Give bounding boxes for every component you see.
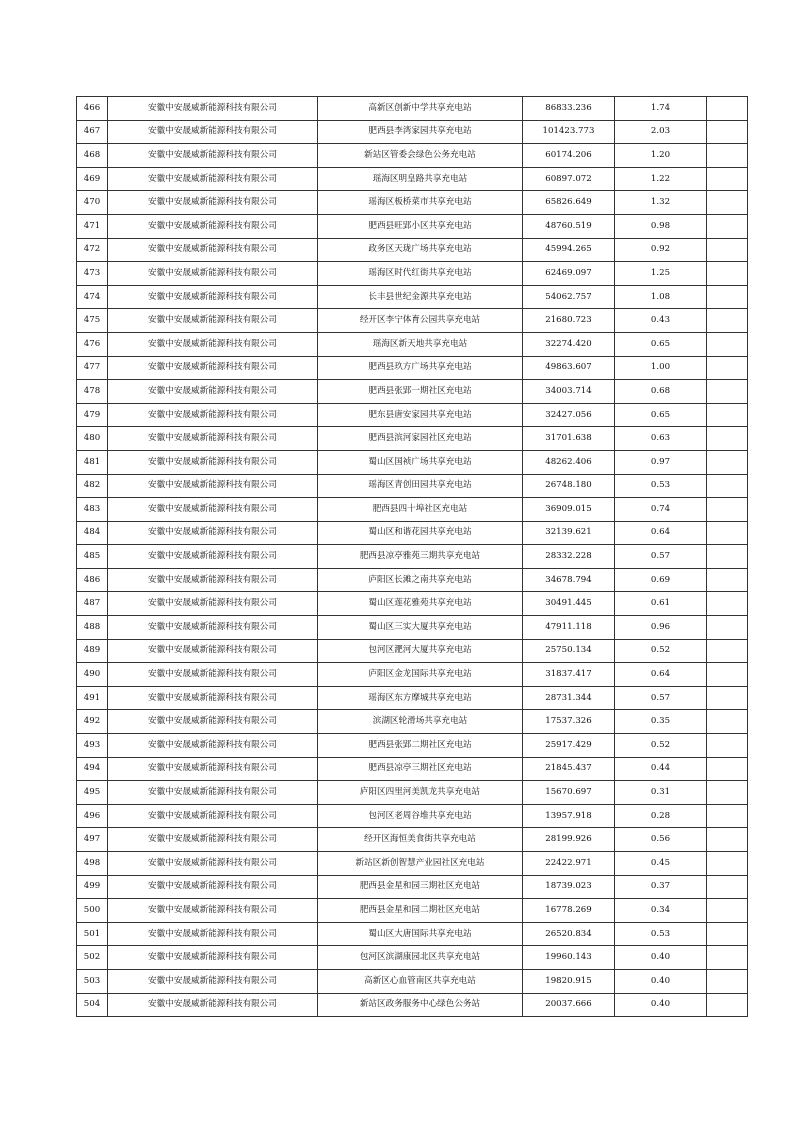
row-number-cell: 498: [77, 852, 108, 876]
ratio-cell: 0.69: [615, 568, 707, 592]
table-row: [77, 285, 748, 309]
company-name-cell: 安徽中安晟威新能源科技有限公司: [108, 875, 318, 899]
empty-cell: [707, 238, 748, 262]
row-number-cell: 468: [77, 144, 108, 168]
company-name-cell: 安徽中安晟威新能源科技有限公司: [108, 120, 318, 144]
table-row: [77, 592, 748, 616]
empty-cell: [707, 545, 748, 569]
company-name-cell: 安徽中安晟威新能源科技有限公司: [108, 568, 318, 592]
station-name-cell: 肥西县金星和园二期社区充电站: [318, 899, 523, 923]
empty-cell: [707, 262, 748, 286]
charging-amount-cell: 34003.714: [523, 380, 615, 404]
empty-cell: [707, 804, 748, 828]
table-row: [77, 804, 748, 828]
row-number-cell: 500: [77, 899, 108, 923]
station-name-cell: 长丰县世纪金源共享充电站: [318, 285, 523, 309]
row-number-cell: 471: [77, 214, 108, 238]
table-row: [77, 403, 748, 427]
ratio-cell: 1.08: [615, 285, 707, 309]
station-name-cell: 肥西县张郢一期社区充电站: [318, 380, 523, 404]
company-name-cell: 安徽中安晟威新能源科技有限公司: [108, 852, 318, 876]
ratio-cell: 0.35: [615, 710, 707, 734]
empty-cell: [707, 616, 748, 640]
station-name-cell: 庐阳区金龙国际共享充电站: [318, 663, 523, 687]
company-name-cell: 安徽中安晟威新能源科技有限公司: [108, 474, 318, 498]
empty-cell: [707, 568, 748, 592]
empty-cell: [707, 474, 748, 498]
ratio-cell: 0.56: [615, 828, 707, 852]
station-name-cell: 瑶海区青创田园共享充电站: [318, 474, 523, 498]
empty-cell: [707, 757, 748, 781]
charging-amount-cell: 25750.134: [523, 639, 615, 663]
empty-cell: [707, 946, 748, 970]
table-row: [77, 191, 748, 215]
table-row: [77, 781, 748, 805]
row-number-cell: 477: [77, 356, 108, 380]
empty-cell: [707, 380, 748, 404]
charging-amount-cell: 32427.056: [523, 403, 615, 427]
row-number-cell: 490: [77, 663, 108, 687]
ratio-cell: 0.57: [615, 545, 707, 569]
empty-cell: [707, 521, 748, 545]
station-name-cell: 肥东县唐安家园共享充电站: [318, 403, 523, 427]
ratio-cell: 0.37: [615, 875, 707, 899]
company-name-cell: 安徽中安晟威新能源科技有限公司: [108, 144, 318, 168]
station-name-cell: 包河区淝河大厦共享充电站: [318, 639, 523, 663]
empty-cell: [707, 191, 748, 215]
table-row: [77, 757, 748, 781]
table-row: [77, 969, 748, 993]
charging-amount-cell: 19820.915: [523, 969, 615, 993]
charging-amount-cell: 34678.794: [523, 568, 615, 592]
ratio-cell: 0.34: [615, 899, 707, 923]
charging-amount-cell: 19960.143: [523, 946, 615, 970]
station-name-cell: 蜀山区莲花雅苑共享充电站: [318, 592, 523, 616]
company-name-cell: 安徽中安晟威新能源科技有限公司: [108, 781, 318, 805]
ratio-cell: 1.25: [615, 262, 707, 286]
charging-amount-cell: 62469.097: [523, 262, 615, 286]
company-name-cell: 安徽中安晟威新能源科技有限公司: [108, 285, 318, 309]
table-row: [77, 852, 748, 876]
ratio-cell: 0.52: [615, 639, 707, 663]
row-number-cell: 492: [77, 710, 108, 734]
row-number-cell: 494: [77, 757, 108, 781]
row-number-cell: 491: [77, 686, 108, 710]
charging-amount-cell: 48262.406: [523, 450, 615, 474]
ratio-cell: 0.61: [615, 592, 707, 616]
station-name-cell: 瑶海区新天地共享充电站: [318, 332, 523, 356]
station-name-cell: 肥西县滨河家园社区充电站: [318, 427, 523, 451]
ratio-cell: 0.97: [615, 450, 707, 474]
company-name-cell: 安徽中安晟威新能源科技有限公司: [108, 993, 318, 1017]
station-name-cell: 包河区老周谷堆共享充电站: [318, 804, 523, 828]
table-row: [77, 332, 748, 356]
row-number-cell: 496: [77, 804, 108, 828]
company-name-cell: 安徽中安晟威新能源科技有限公司: [108, 592, 318, 616]
empty-cell: [707, 309, 748, 333]
company-name-cell: 安徽中安晟威新能源科技有限公司: [108, 238, 318, 262]
station-name-cell: 蜀山区三实大厦共享充电站: [318, 616, 523, 640]
table-row: [77, 427, 748, 451]
company-name-cell: 安徽中安晟威新能源科技有限公司: [108, 97, 318, 121]
charging-amount-cell: 49863.607: [523, 356, 615, 380]
company-name-cell: 安徽中安晟威新能源科技有限公司: [108, 450, 318, 474]
company-name-cell: 安徽中安晟威新能源科技有限公司: [108, 521, 318, 545]
ratio-cell: 0.43: [615, 309, 707, 333]
row-number-cell: 484: [77, 521, 108, 545]
ratio-cell: 0.53: [615, 474, 707, 498]
charging-amount-cell: 26748.180: [523, 474, 615, 498]
station-name-cell: 瑶海区板桥菜市共享充电站: [318, 191, 523, 215]
station-name-cell: 包河区滨湖康园北区共享充电站: [318, 946, 523, 970]
charging-amount-cell: 26520.834: [523, 922, 615, 946]
row-number-cell: 472: [77, 238, 108, 262]
row-number-cell: 493: [77, 734, 108, 758]
row-number-cell: 474: [77, 285, 108, 309]
table-row: [77, 214, 748, 238]
station-name-cell: 庐阳区长滩之南共享充电站: [318, 568, 523, 592]
station-table: [76, 96, 748, 1017]
ratio-cell: 0.40: [615, 993, 707, 1017]
station-name-cell: 经开区海恒美食街共享充电站: [318, 828, 523, 852]
empty-cell: [707, 450, 748, 474]
row-number-cell: 467: [77, 120, 108, 144]
ratio-cell: 0.65: [615, 332, 707, 356]
company-name-cell: 安徽中安晟威新能源科技有限公司: [108, 710, 318, 734]
ratio-cell: 2.03: [615, 120, 707, 144]
empty-cell: [707, 332, 748, 356]
charging-amount-cell: 28332.228: [523, 545, 615, 569]
charging-amount-cell: 22422.971: [523, 852, 615, 876]
charging-amount-cell: 15670.697: [523, 781, 615, 805]
charging-amount-cell: 60897.072: [523, 167, 615, 191]
charging-amount-cell: 48760.519: [523, 214, 615, 238]
empty-cell: [707, 144, 748, 168]
row-number-cell: 478: [77, 380, 108, 404]
ratio-cell: 0.52: [615, 734, 707, 758]
company-name-cell: 安徽中安晟威新能源科技有限公司: [108, 332, 318, 356]
charging-amount-cell: 47911.118: [523, 616, 615, 640]
row-number-cell: 483: [77, 498, 108, 522]
station-name-cell: 肥西县凉亭雅苑三期共享充电站: [318, 545, 523, 569]
station-name-cell: 滨湖区轮滑场共享充电站: [318, 710, 523, 734]
table-row: [77, 450, 748, 474]
table-row: [77, 686, 748, 710]
station-name-cell: 新站区管委会绿色公务充电站: [318, 144, 523, 168]
station-name-cell: 高新区心血管南区共享充电站: [318, 969, 523, 993]
station-name-cell: 肥西县金星和园三期社区充电站: [318, 875, 523, 899]
table-row: [77, 262, 748, 286]
row-number-cell: 502: [77, 946, 108, 970]
table-row: [77, 922, 748, 946]
empty-cell: [707, 120, 748, 144]
table-row: [77, 521, 748, 545]
charging-amount-cell: 21845.437: [523, 757, 615, 781]
table-row: [77, 946, 748, 970]
empty-cell: [707, 781, 748, 805]
charging-amount-cell: 86833.236: [523, 97, 615, 121]
table-row: [77, 734, 748, 758]
charging-amount-cell: 16778.269: [523, 899, 615, 923]
company-name-cell: 安徽中安晟威新能源科技有限公司: [108, 356, 318, 380]
row-number-cell: 469: [77, 167, 108, 191]
empty-cell: [707, 828, 748, 852]
empty-cell: [707, 852, 748, 876]
row-number-cell: 499: [77, 875, 108, 899]
station-name-cell: 瑶海区时代红街共享充电站: [318, 262, 523, 286]
station-name-cell: 政务区天珑广场共享充电站: [318, 238, 523, 262]
charging-amount-cell: 17537.326: [523, 710, 615, 734]
row-number-cell: 501: [77, 922, 108, 946]
ratio-cell: 0.40: [615, 946, 707, 970]
ratio-cell: 0.64: [615, 521, 707, 545]
empty-cell: [707, 710, 748, 734]
ratio-cell: 0.28: [615, 804, 707, 828]
ratio-cell: 0.64: [615, 663, 707, 687]
charging-amount-cell: 36909.015: [523, 498, 615, 522]
company-name-cell: 安徽中安晟威新能源科技有限公司: [108, 616, 318, 640]
table-row: [77, 710, 748, 734]
table-row: [77, 545, 748, 569]
empty-cell: [707, 214, 748, 238]
row-number-cell: 479: [77, 403, 108, 427]
ratio-cell: 0.44: [615, 757, 707, 781]
row-number-cell: 473: [77, 262, 108, 286]
table-row: [77, 899, 748, 923]
table-row: [77, 238, 748, 262]
empty-cell: [707, 167, 748, 191]
table-row: [77, 639, 748, 663]
ratio-cell: 1.00: [615, 356, 707, 380]
empty-cell: [707, 356, 748, 380]
empty-cell: [707, 922, 748, 946]
station-name-cell: 肥西县李湾家园共享充电站: [318, 120, 523, 144]
row-number-cell: 482: [77, 474, 108, 498]
ratio-cell: 0.65: [615, 403, 707, 427]
row-number-cell: 481: [77, 450, 108, 474]
row-number-cell: 475: [77, 309, 108, 333]
station-name-cell: 新站区新创智慧产业园社区充电站: [318, 852, 523, 876]
charging-amount-cell: 54062.757: [523, 285, 615, 309]
row-number-cell: 497: [77, 828, 108, 852]
company-name-cell: 安徽中安晟威新能源科技有限公司: [108, 734, 318, 758]
empty-cell: [707, 875, 748, 899]
row-number-cell: 489: [77, 639, 108, 663]
empty-cell: [707, 285, 748, 309]
table-row: [77, 875, 748, 899]
company-name-cell: 安徽中安晟威新能源科技有限公司: [108, 804, 318, 828]
row-number-cell: 480: [77, 427, 108, 451]
station-name-cell: 瑶海区明皇路共享充电站: [318, 167, 523, 191]
charging-amount-cell: 31701.638: [523, 427, 615, 451]
charging-amount-cell: 21680.723: [523, 309, 615, 333]
ratio-cell: 0.68: [615, 380, 707, 404]
empty-cell: [707, 427, 748, 451]
charging-amount-cell: 13957.918: [523, 804, 615, 828]
charging-amount-cell: 32139.621: [523, 521, 615, 545]
charging-amount-cell: 60174.206: [523, 144, 615, 168]
charging-amount-cell: 28199.926: [523, 828, 615, 852]
table-row: [77, 663, 748, 687]
company-name-cell: 安徽中安晟威新能源科技有限公司: [108, 686, 318, 710]
company-name-cell: 安徽中安晟威新能源科技有限公司: [108, 403, 318, 427]
station-name-cell: 肥西县张郢二期社区充电站: [318, 734, 523, 758]
company-name-cell: 安徽中安晟威新能源科技有限公司: [108, 663, 318, 687]
charging-amount-cell: 65826.649: [523, 191, 615, 215]
company-name-cell: 安徽中安晟威新能源科技有限公司: [108, 639, 318, 663]
ratio-cell: 0.74: [615, 498, 707, 522]
station-name-cell: 蜀山区大唐国际共享充电站: [318, 922, 523, 946]
company-name-cell: 安徽中安晟威新能源科技有限公司: [108, 757, 318, 781]
table-row: [77, 568, 748, 592]
ratio-cell: 1.20: [615, 144, 707, 168]
company-name-cell: 安徽中安晟威新能源科技有限公司: [108, 309, 318, 333]
row-number-cell: 466: [77, 97, 108, 121]
company-name-cell: 安徽中安晟威新能源科技有限公司: [108, 828, 318, 852]
ratio-cell: 1.22: [615, 167, 707, 191]
row-number-cell: 495: [77, 781, 108, 805]
station-name-cell: 蜀山区和谐花园共享充电站: [318, 521, 523, 545]
charging-amount-cell: 101423.773: [523, 120, 615, 144]
station-name-cell: 肥西县四十埠社区充电站: [318, 498, 523, 522]
station-name-cell: 高新区创新中学共享充电站: [318, 97, 523, 121]
row-number-cell: 504: [77, 993, 108, 1017]
empty-cell: [707, 663, 748, 687]
ratio-cell: 1.74: [615, 97, 707, 121]
empty-cell: [707, 899, 748, 923]
table-row: [77, 120, 748, 144]
ratio-cell: 0.45: [615, 852, 707, 876]
ratio-cell: 0.98: [615, 214, 707, 238]
empty-cell: [707, 498, 748, 522]
row-number-cell: 503: [77, 969, 108, 993]
table-row: [77, 97, 748, 121]
table-row: [77, 993, 748, 1017]
company-name-cell: 安徽中安晟威新能源科技有限公司: [108, 167, 318, 191]
row-number-cell: 487: [77, 592, 108, 616]
charging-amount-cell: 28731.344: [523, 686, 615, 710]
ratio-cell: 1.32: [615, 191, 707, 215]
row-number-cell: 488: [77, 616, 108, 640]
charging-amount-cell: 20037.666: [523, 993, 615, 1017]
charging-amount-cell: 31837.417: [523, 663, 615, 687]
company-name-cell: 安徽中安晟威新能源科技有限公司: [108, 427, 318, 451]
empty-cell: [707, 639, 748, 663]
company-name-cell: 安徽中安晟威新能源科技有限公司: [108, 262, 318, 286]
table-row: [77, 828, 748, 852]
table-row: [77, 309, 748, 333]
row-number-cell: 485: [77, 545, 108, 569]
empty-cell: [707, 734, 748, 758]
empty-cell: [707, 686, 748, 710]
ratio-cell: 0.96: [615, 616, 707, 640]
table-body: [77, 97, 748, 1017]
company-name-cell: 安徽中安晟威新能源科技有限公司: [108, 922, 318, 946]
table-row: [77, 498, 748, 522]
charging-amount-cell: 32274.420: [523, 332, 615, 356]
company-name-cell: 安徽中安晟威新能源科技有限公司: [108, 214, 318, 238]
empty-cell: [707, 993, 748, 1017]
station-name-cell: 庐阳区四里河美凯龙共享充电站: [318, 781, 523, 805]
row-number-cell: 470: [77, 191, 108, 215]
company-name-cell: 安徽中安晟威新能源科技有限公司: [108, 899, 318, 923]
company-name-cell: 安徽中安晟威新能源科技有限公司: [108, 969, 318, 993]
empty-cell: [707, 403, 748, 427]
table-row: [77, 474, 748, 498]
charging-amount-cell: 18739.023: [523, 875, 615, 899]
company-name-cell: 安徽中安晟威新能源科技有限公司: [108, 946, 318, 970]
ratio-cell: 0.31: [615, 781, 707, 805]
company-name-cell: 安徽中安晟威新能源科技有限公司: [108, 545, 318, 569]
station-name-cell: 肥西县旺郢小区共享充电站: [318, 214, 523, 238]
station-name-cell: 蜀山区国祯广场共享充电站: [318, 450, 523, 474]
ratio-cell: 0.53: [615, 922, 707, 946]
ratio-cell: 0.57: [615, 686, 707, 710]
empty-cell: [707, 969, 748, 993]
station-name-cell: 瑶海区东方摩城共享充电站: [318, 686, 523, 710]
ratio-cell: 0.63: [615, 427, 707, 451]
charging-amount-cell: 25917.429: [523, 734, 615, 758]
station-name-cell: 肥西县凉亭三期社区充电站: [318, 757, 523, 781]
table-row: [77, 144, 748, 168]
ratio-cell: 0.92: [615, 238, 707, 262]
table-row: [77, 356, 748, 380]
charging-amount-cell: 30491.445: [523, 592, 615, 616]
table-row: [77, 380, 748, 404]
row-number-cell: 486: [77, 568, 108, 592]
table-row: [77, 167, 748, 191]
row-number-cell: 476: [77, 332, 108, 356]
ratio-cell: 0.40: [615, 969, 707, 993]
station-name-cell: 新站区政务服务中心绿色公务站: [318, 993, 523, 1017]
empty-cell: [707, 592, 748, 616]
company-name-cell: 安徽中安晟威新能源科技有限公司: [108, 498, 318, 522]
company-name-cell: 安徽中安晟威新能源科技有限公司: [108, 380, 318, 404]
table-row: [77, 616, 748, 640]
station-name-cell: 经开区李宁体育公园共享充电站: [318, 309, 523, 333]
empty-cell: [707, 97, 748, 121]
station-name-cell: 肥西县玖方广场共享充电站: [318, 356, 523, 380]
charging-amount-cell: 45994.265: [523, 238, 615, 262]
company-name-cell: 安徽中安晟威新能源科技有限公司: [108, 191, 318, 215]
